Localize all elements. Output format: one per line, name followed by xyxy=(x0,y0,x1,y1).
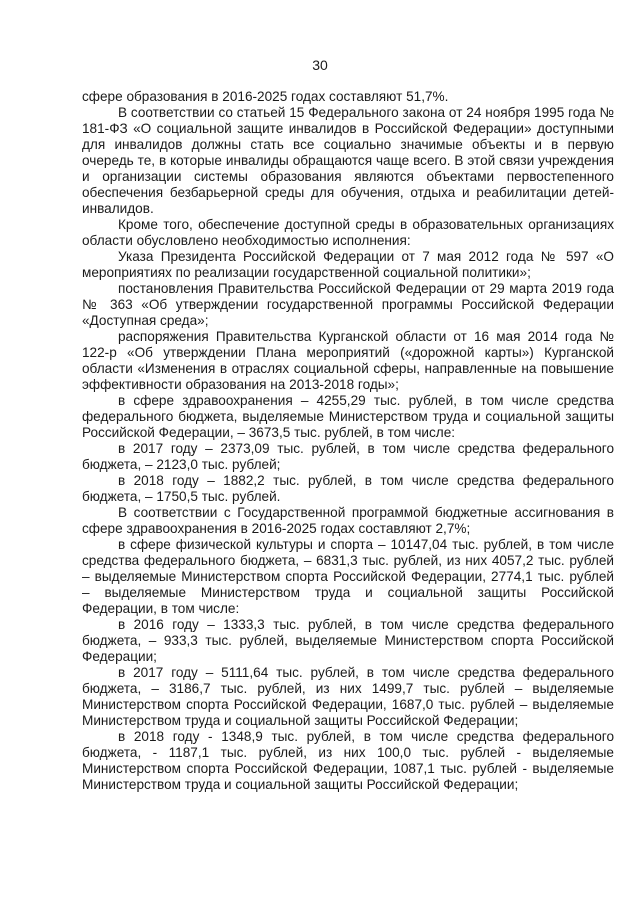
paragraph-10: В соответствии с Государственной программой бюджетные ассигнования в сфере здравоохранения в 2016-2025 годах составляют 2,7%; xyxy=(82,505,614,536)
paragraph-13: в 2017 году – 5111,64 тыс. рублей, в том числе средства федерального бюджета, – 3186,7 тыс. рублей, из них 1499,7 тыс. рублей – выделяемые Министерством спорта Российской Федерации, 1687,0 тыс. рублей – выделяемые Министерством труда и социальной защиты Российской Федерации; xyxy=(82,665,614,728)
paragraph-9: в 2018 году – 1882,2 тыс. рублей, в том числе средства федерального бюджета, – 1750,5 тыс. рублей. xyxy=(82,473,614,504)
paragraph-8: в 2017 году – 2373,09 тыс. рублей, в том числе средства федерального бюджета, – 2123,0 тыс. рублей; xyxy=(82,441,614,472)
paragraph-4: Указа Президента Российской Федерации от 7 мая 2012 года № 597 «О мероприятиях по реализации государственной социальной политики»; xyxy=(82,249,614,280)
page-number: 30 xyxy=(312,57,328,73)
paragraph-5: постановления Правительства Российской Федерации от 29 марта 2019 года № 363 «Об утверждении государственной программы Российской Федерации «Доступная среда»; xyxy=(82,281,614,328)
paragraph-2: В соответствии со статьей 15 Федерального закона от 24 ноября 1995 года № 181-ФЗ «О социальной защите инвалидов в Российской Федерации» доступными для инвалидов должны стать все социально значимые объекты и в первую очередь те, в которые инвалиды обращаются чаще всего. В этой связи учреждения и организации системы образования являются объектами первостепенного обеспечения безбарьерной среды для обучения, отдыха и реабилитации детей-инвалидов. xyxy=(82,105,614,216)
paragraph-14: в 2018 году - 1348,9 тыс. рублей, в том числе средства федерального бюджета, - 1187,1 тыс. рублей, из них 100,0 тыс. рублей - выделяемые Министерством спорта Российской Федерации, 1087,1 тыс. рублей - выделяемые Министерством труда и социальной защиты Российской Федерации; xyxy=(82,729,614,792)
paragraph-11: в сфере физической культуры и спорта – 10147,04 тыс. рублей, в том числе средства федерального бюджета, – 6831,3 тыс. рублей, из них 4057,2 тыс. рублей – выделяемые Министерством спорта Российской Федерации, 2774,1 тыс. рублей – выделяемые Министерством труда и социальной защиты Российской Федерации, в том числе: xyxy=(82,537,614,616)
paragraph-6: распоряжения Правительства Курганской области от 16 мая 2014 года № 122-р «Об утверждении Плана мероприятий («дорожной карты») Курганской области «Изменения в отраслях социальной сферы, направленные на повышение эффективности образования на 2013-2018 годы»; xyxy=(82,329,614,392)
paragraph-12: в 2016 году – 1333,3 тыс. рублей, в том числе средства федерального бюджета, – 933,3 тыс. рублей, выделяемые Министерством спорта Российской Федерации; xyxy=(82,617,614,664)
paragraph-7: в сфере здравоохранения – 4255,29 тыс. рублей, в том числе средства федерального бюджета, выделяемые Министерством труда и социальной защиты Российской Федерации, – 3673,5 тыс. рублей, в том числе: xyxy=(82,393,614,440)
paragraph-1: сфере образования в 2016-2025 годах составляют 51,7%. xyxy=(82,89,449,104)
document-body xyxy=(82,89,614,793)
paragraph-3: Кроме того, обеспечение доступной среды в образовательных организациях области обусловлено необходимостью исполнения: xyxy=(82,217,614,248)
